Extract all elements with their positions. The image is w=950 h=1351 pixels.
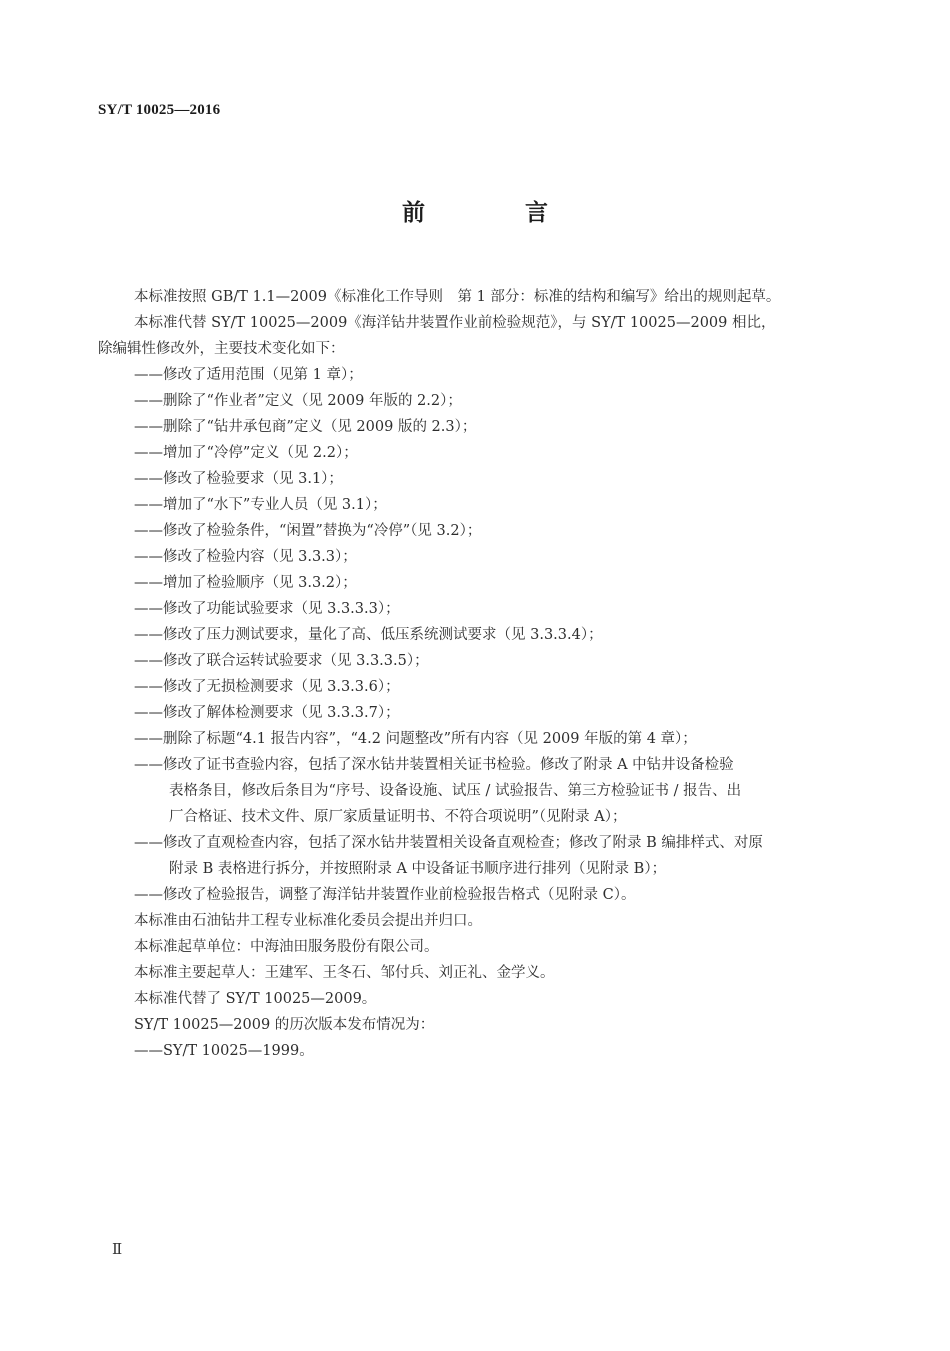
proposed-by-paragraph: 本标准由石油钻井工程专业标准化委员会提出并归口。 [134,913,482,929]
standard-number-header: SY/T 10025—2016 [98,102,221,118]
page-number: Ⅱ [112,1242,123,1258]
list-item: ——修改了联合运转试验要求（见 3.3.3.5）； [134,653,429,669]
list-item: ——修改了检验内容（见 3.3.3）； [134,549,357,565]
list-item: ——修改了适用范围（见第 1 章）； [134,367,363,383]
list-item: ——修改了功能试验要求（见 3.3.3.3）； [134,601,400,617]
list-item: ——修改了检验报告，调整了海洋钻井装置作业前检验报告格式（见附录 C）。 [134,887,636,903]
page-title: 前 言 [401,200,594,226]
history-item: ——SY/T 10025—1999。 [134,1043,314,1059]
drafting-unit-paragraph: 本标准起草单位：中海油田服务股份有限公司。 [134,939,439,955]
list-item: ——增加了“冷停”定义（见 2.2）； [134,445,358,461]
list-item: ——修改了压力测试要求，量化了高、低压系统测试要求（见 3.3.3.4）； [134,627,603,643]
list-item: ——增加了“水下”专业人员（见 3.1）； [134,497,387,513]
list-item: ——修改了证书查验内容，包括了深水钻井装置相关证书检验。修改了附录 A 中钻井设备检验 [134,757,734,773]
list-item-continuation: 附录 B 表格进行拆分，并按照附录 A 中设备证书顺序进行排列（见附录 B）； [169,861,667,877]
drafters-paragraph: 本标准主要起草人：王建军、王冬石、邹付兵、刘正礼、金学义。 [134,965,555,981]
list-item-continuation: 表格条目，修改后条目为“序号、设备设施、试压 / 试验报告、第三方检验证书 / 报告、出 [169,783,742,799]
list-item: ——修改了无损检测要求（见 3.3.3.6）； [134,679,400,695]
list-item: ——删除了标题“4.1 报告内容”，“4.2 问题整改”所有内容（见 2009 年版的第 4 章）； [134,731,697,747]
history-paragraph: SY/T 10025—2009 的历次版本发布情况为： [134,1017,435,1033]
list-item-continuation: 厂合格证、技术文件、原厂家质量证明书、不符合项说明”（见附录 A）； [169,809,627,825]
list-item: ——增加了检验顺序（见 3.3.2）； [134,575,357,591]
list-item: ——修改了检验条件，“闲置”替换为“冷停”（见 3.2）； [134,523,482,539]
list-item: ——删除了“作业者”定义（见 2009 年版的 2.2）； [134,393,462,409]
list-item: ——修改了检验要求（见 3.1）； [134,471,343,487]
replacement-paragraph-line1: 本标准代替 SY/T 10025—2009《海洋钻井装置作业前检验规范》，与 SY/T 10025—2009 相比， [134,315,776,331]
list-item: ——删除了“钻井承包商”定义（见 2009 版的 2.3）； [134,419,477,435]
list-item: ——修改了解体检测要求（见 3.3.3.7）； [134,705,400,721]
replaced-paragraph: 本标准代替了 SY/T 10025—2009。 [134,991,377,1007]
intro-paragraph: 本标准按照 GB/T 1.1—2009《标准化工作导则 第 1 部分：标准的结构和编写》给出的规则起草。 [134,289,781,305]
replacement-paragraph-line2: 除编辑性修改外，主要技术变化如下： [98,341,345,357]
list-item: ——修改了直观检查内容，包括了深水钻井装置相关设备直观检查；修改了附录 B 编排样式、对原 [134,835,763,851]
